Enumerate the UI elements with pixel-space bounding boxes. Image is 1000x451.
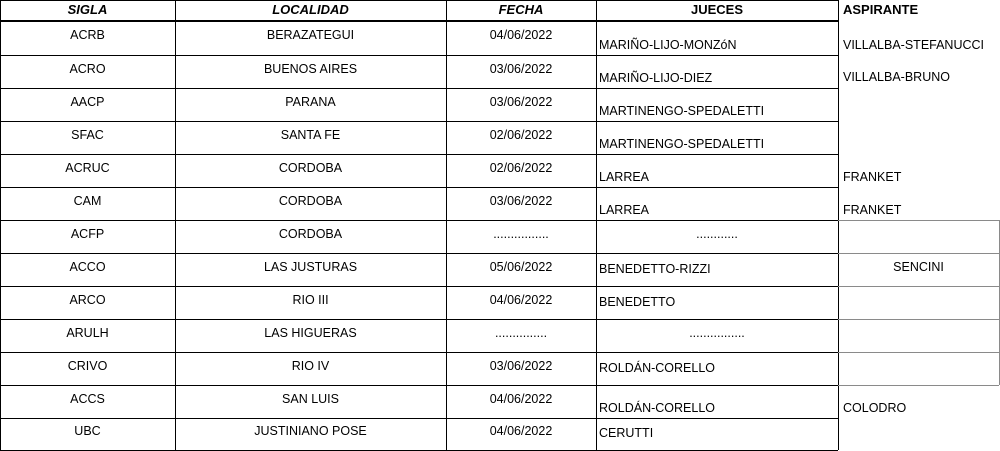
aspirante-cell: COLODRO — [843, 401, 907, 415]
jueces-cell: MARIÑO-LIJO-MONZóN — [599, 38, 737, 52]
fecha-cell: 02/06/2022 — [489, 128, 553, 142]
jueces-cell: MARIÑO-LIJO-DIEZ — [599, 71, 713, 85]
row-border — [0, 418, 838, 419]
sigla-cell: ARULH — [66, 326, 109, 340]
aspirante-cell: FRANKET — [843, 203, 902, 217]
localidad-cell: CORDOBA — [278, 194, 343, 208]
row-border — [0, 55, 838, 56]
sigla-cell: CAM — [73, 194, 102, 208]
fecha-cell: 04/06/2022 — [489, 293, 553, 307]
row-border — [0, 319, 838, 320]
row-border — [0, 121, 838, 122]
aspirante-cell: VILLALBA-STEFANUCCI — [843, 38, 985, 52]
header-bottom-border — [0, 20, 838, 22]
header-sigla: SIGLA — [67, 2, 108, 17]
localidad-cell: RIO III — [292, 293, 329, 307]
localidad-cell: RIO IV — [291, 359, 330, 373]
row-border — [0, 253, 838, 254]
sigla-cell: UBC — [74, 424, 101, 438]
row-border — [0, 187, 838, 188]
localidad-cell: PARANA — [285, 95, 336, 109]
jueces-cell: MARTINENGO-SPEDALETTI — [599, 137, 765, 151]
jueces-cell: LARREA — [599, 203, 650, 217]
aspirante-cell: FRANKET — [843, 170, 902, 184]
aspirante-cell: VILLALBA-BRUNO — [843, 70, 950, 84]
sigla-cell: ACCS — [70, 392, 105, 406]
localidad-cell: BUENOS AIRES — [263, 62, 358, 76]
sigla-cell: ACRO — [69, 62, 106, 76]
aspirante-cell: SENCINI — [893, 260, 944, 274]
sigla-cell: CRIVO — [67, 359, 108, 373]
row-border — [0, 286, 838, 287]
fecha-cell: 04/06/2022 — [489, 28, 553, 42]
localidad-cell: CORDOBA — [278, 161, 343, 175]
row-border — [0, 220, 838, 221]
aspirante-box-border — [838, 385, 999, 386]
row-border — [0, 352, 838, 353]
fecha-cell: 04/06/2022 — [489, 424, 553, 438]
fecha-cell: 03/06/2022 — [489, 359, 553, 373]
localidad-cell: SANTA FE — [280, 128, 341, 142]
header-aspirante: ASPIRANTE — [843, 2, 919, 17]
jueces-cell: MARTINENGO-SPEDALETTI — [599, 104, 765, 118]
jueces-cell: BENEDETTO-RIZZI — [599, 262, 711, 276]
aspirante-box-border — [838, 253, 999, 254]
jueces-cell: BENEDETTO — [599, 295, 676, 309]
localidad-cell: LAS JUSTURAS — [263, 260, 358, 274]
column-border — [596, 0, 597, 450]
sigla-cell: ARCO — [69, 293, 106, 307]
sigla-cell: ACFP — [70, 227, 105, 241]
aspirante-box-border — [838, 220, 999, 221]
jueces-cell: ROLDÁN-CORELLO — [599, 401, 715, 415]
table-top-border — [0, 0, 838, 1]
sigla-cell: ACCO — [69, 260, 106, 274]
localidad-cell: JUSTINIANO POSE — [254, 424, 367, 438]
sigla-cell: ACRB — [70, 28, 105, 42]
row-border — [0, 154, 838, 155]
fecha-cell: 03/06/2022 — [489, 62, 553, 76]
sigla-cell: SFAC — [71, 128, 104, 142]
row-border — [0, 385, 838, 386]
row-border — [0, 88, 838, 89]
fecha-cell: 02/06/2022 — [489, 161, 553, 175]
localidad-cell: LAS HIGUERAS — [264, 326, 357, 340]
jueces-cell: ............ — [696, 227, 738, 241]
sigla-cell: AACP — [70, 95, 105, 109]
aspirante-box-border — [838, 319, 999, 320]
jueces-cell: ................ — [689, 326, 745, 340]
localidad-cell: BERAZATEGUI — [266, 28, 355, 42]
header-fecha: FECHA — [498, 2, 544, 17]
jueces-cell: CERUTTI — [599, 426, 654, 440]
fecha-cell: 05/06/2022 — [489, 260, 553, 274]
fecha-cell: 04/06/2022 — [489, 392, 553, 406]
localidad-cell: SAN LUIS — [282, 392, 339, 406]
header-localidad: LOCALIDAD — [272, 2, 349, 17]
fecha-cell: 03/06/2022 — [489, 95, 553, 109]
jueces-cell: LARREA — [599, 170, 650, 184]
aspirante-box-border — [838, 352, 999, 353]
column-border — [838, 0, 839, 450]
sigla-cell: ACRUC — [65, 161, 110, 175]
fecha-cell: ................ — [493, 227, 549, 241]
header-jueces: JUECES — [690, 2, 744, 17]
localidad-cell: CORDOBA — [278, 227, 343, 241]
fecha-cell: ............... — [494, 326, 548, 340]
jueces-cell: ROLDÁN-CORELLO — [599, 361, 715, 375]
fecha-cell: 03/06/2022 — [489, 194, 553, 208]
aspirante-box-border — [838, 286, 999, 287]
